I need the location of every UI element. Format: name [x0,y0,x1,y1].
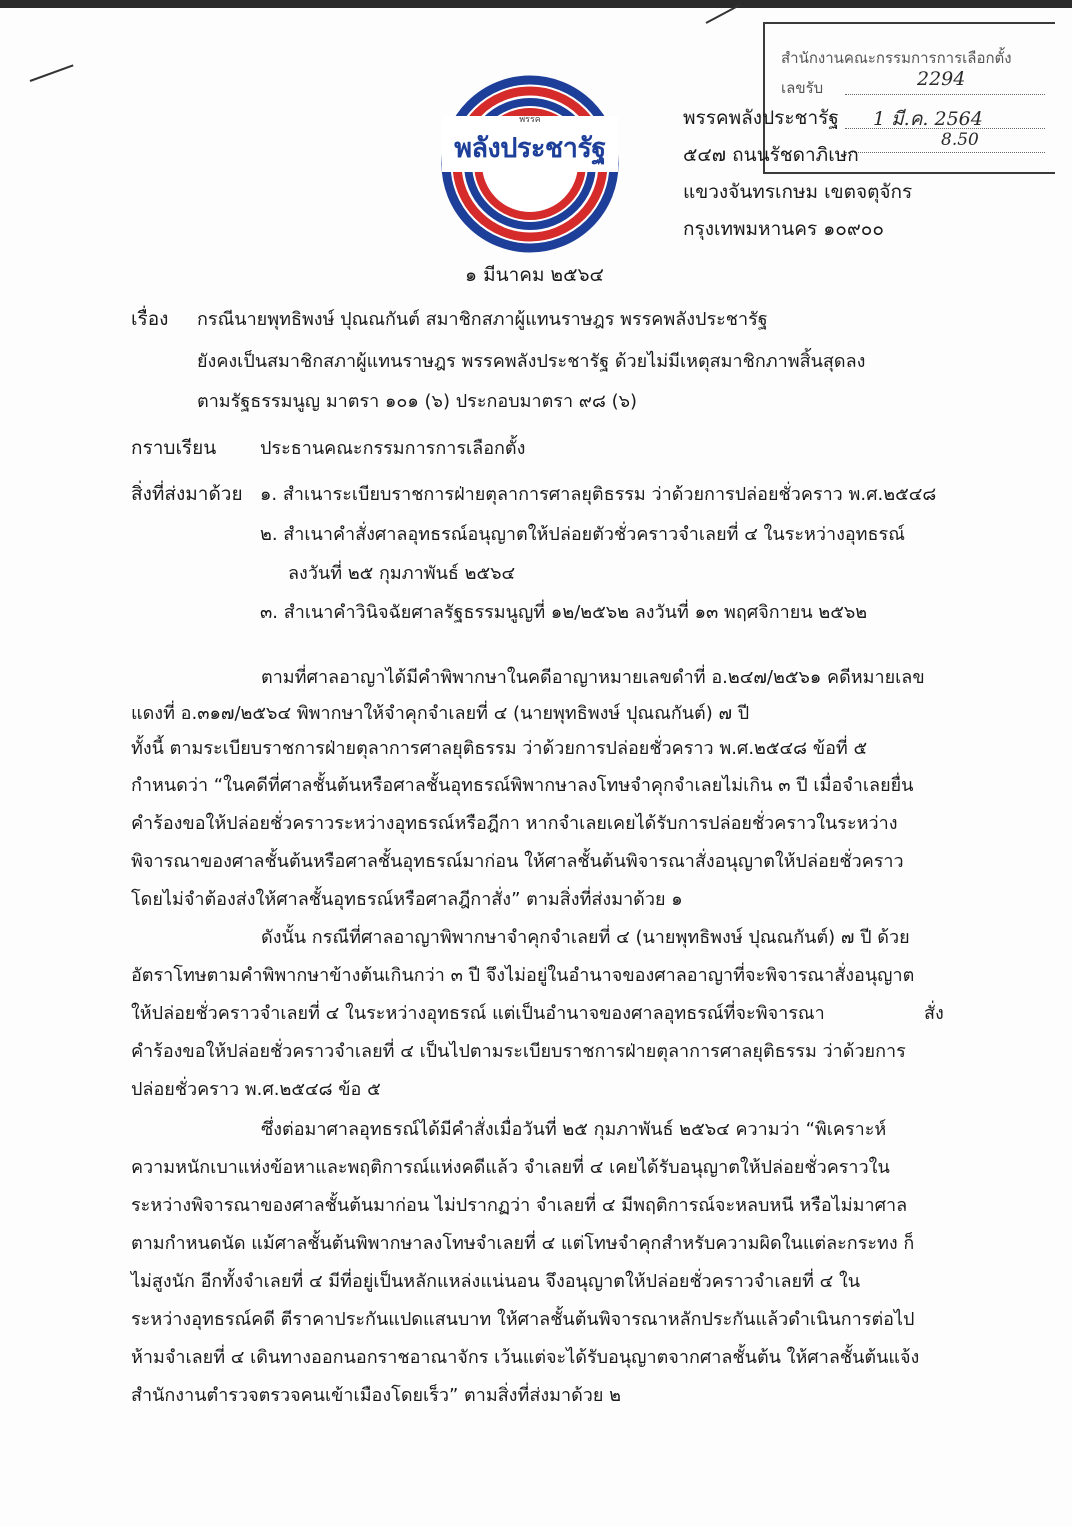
body-line: ตามกำหนดนัด แม้ศาลชั้นต้นพิพากษาลงโทษจำเลยที่ ๔ แต่โทษจำคุกสำหรับความผิดในแต่ละกระทง ก็ [131,1233,915,1254]
body-line: ซึ่งต่อมาศาลอุทธรณ์ได้มีคำสั่งเมื่อวันที่ ๒๕ กุมภาพันธ์ ๒๕๖๔ ความว่า “พิเคราะห์ [261,1119,887,1140]
body-line: สั่ง [924,1003,944,1024]
subject-line: ตามรัฐธรรมนูญ มาตรา ๑๐๑ (๖) ประกอบมาตรา ๙๘ (๖) [197,391,638,412]
enclosure-item: ๒. สำเนาคำสั่งศาลอุทธรณ์อนุญาตให้ปล่อยตัวชั่วคราวจำเลยที่ ๔ ในระหว่างอุทธรณ์ [260,524,905,545]
sender-address-line: กรุงเทพมหานคร ๑๐๙๐๐ [683,218,884,240]
enclosures-label: สิ่งที่ส่งมาด้วย [131,483,243,505]
body-line: ดังนั้น กรณีที่ศาลอาญาพิพากษาจำคุกจำเลยที่ ๔ (นายพุทธิพงษ์ ปุณณกันต์) ๗ ปี ด้วย [261,927,910,948]
subject-line: กรณีนายพุทธิพงษ์ ปุณณกันต์ สมาชิกสภาผู้แทนราษฎร พรรคพลังประชารัฐ [197,309,768,330]
body-line: ตามที่ศาลอาญาได้มีคำพิพากษาในคดีอาญาหมายเลขดำที่ อ.๒๔๗/๒๕๖๑ คดีหมายเลข [261,667,925,688]
stamp-header: สำนักงานคณะกรรมการการเลือกตั้ง [781,49,1012,67]
body-line: ความหนักเบาแห่งข้อหาและพฤติการณ์แห่งคดีแล้ว จำเลยที่ ๔ เคยได้รับอนุญาตให้ปล่อยชั่วคราวใน [131,1157,890,1178]
body-line: พิจารณาของศาลชั้นต้นหรือศาลชั้นอุทธรณ์มาก่อน ให้ศาลชั้นต้นพิจารณาสั่งอนุญาตให้ปล่อยชั่วคราว [131,851,904,872]
body-line: ปล่อยชั่วคราว พ.ศ.๒๕๔๘ ข้อ ๕ [131,1079,381,1100]
body-line: ระหว่างอุทธรณ์คดี ตีราคาประกันแปดแสนบาท ให้ศาลชั้นต้นพิจารณาหลักประกันแล้วดำเนินการต่อไป [131,1309,915,1330]
logo-small-text: พรรค [519,115,541,125]
body-line: ไม่สูงนัก อีกทั้งจำเลยที่ ๔ มีที่อยู่เป็นหลักแหล่งแน่นอน จึงอนุญาตให้ปล่อยชั่วคราวจำเลยที่ ๔ ใน [131,1271,861,1292]
salutation-label: กราบเรียน [131,437,217,459]
salutation-recipient: ประธานคณะกรรมการการเลือกตั้ง [260,438,526,459]
subject-label: เรื่อง [131,308,169,330]
enclosure-item: ๑. สำเนาระเบียบราชการฝ่ายตุลาการศาลยุติธรรม ว่าด้วยการปล่อยชั่วคราว พ.ศ.๒๕๔๘ [260,484,937,505]
document-page [0,8,1072,1527]
stamp-receipt-number: 2294 [917,68,966,90]
body-line: คำร้องขอให้ปล่อยชั่วคราวจำเลยที่ ๔ เป็นไปตามระเบียบราชการฝ่ายตุลาการศาลยุติธรรม ว่าด้วยการ [131,1041,906,1062]
body-line: ระหว่างพิจารณาของศาลชั้นต้นมาก่อน ไม่ปรากฏว่า จำเลยที่ ๔ มีพฤติการณ์จะหลบหนี หรือไม่มาศาล [131,1195,908,1216]
enclosure-item: ลงวันที่ ๒๕ กุมภาพันธ์ ๒๕๖๔ [288,563,516,584]
enclosure-item: ๓. สำเนาคำวินิจฉัยศาลรัฐธรรมนูญที่ ๑๒/๒๕๖๒ ลงวันที่ ๑๓ พฤศจิกายน ๒๕๖๒ [260,602,868,623]
sender-address [683,100,912,248]
body-line: กำหนดว่า “ในคดีที่ศาลชั้นต้นหรือศาลชั้นอุทธรณ์พิพากษาลงโทษจำคุกจำเลยไม่เกิน ๓ ปี เมื่อจำเลยยื่น [131,775,914,796]
letter-date: ๑ มีนาคม ๒๕๖๔ [465,264,604,286]
body-line: ทั้งนี้ ตามระเบียบราชการฝ่ายตุลาการศาลยุติธรรม ว่าด้วยการปล่อยชั่วคราว พ.ศ.๒๕๔๘ ข้อที่ ๕ [131,738,868,759]
sender-address-line: ๕๔๗ ถนนรัชดาภิเษก [683,144,859,166]
logo-party-name: พลังประชารัฐ [454,133,606,164]
stamp-receipt-label: เลขรับ [781,79,824,97]
pen-mark [706,4,740,24]
body-line: คำร้องขอให้ปล่อยชั่วคราวระหว่างอุทธรณ์หรือฎีกา หากจำเลยเคยได้รับการปล่อยชั่วคราวในระหว่าง [131,813,898,834]
stamp-date: 1 มี.ค. 2564 [873,108,983,130]
pen-mark [30,64,74,82]
body-line: ห้ามจำเลยที่ ๔ เดินทางออกนอกราชอาณาจักร เว้นแต่จะได้รับอนุญาตจากศาลชั้นต้น ให้ศาลชั้นต้นแจ้ง [131,1347,920,1368]
party-logo [440,74,620,254]
body-line: แดงที่ อ.๓๑๗/๒๕๖๔ พิพากษาให้จำคุกจำเลยที่ ๔ (นายพุทธิพงษ์ ปุณณกันต์) ๗ ปี [131,703,750,724]
sender-address-line: แขวงจันทรเกษม เขตจตุจักร [683,181,913,203]
sender-name: พรรคพลังประชารัฐ [683,107,839,129]
body-line: ให้ปล่อยชั่วคราวจำเลยที่ ๔ ในระหว่างอุทธรณ์ แต่เป็นอำนาจของศาลอุทธรณ์ที่จะพิจารณา [131,1003,825,1024]
body-line: โดยไม่จำต้องส่งให้ศาลชั้นอุทธรณ์หรือศาลฎีกาสั่ง” ตามสิ่งที่ส่งมาด้วย ๑ [131,889,683,910]
body-line: อัตราโทษตามคำพิพากษาข้างต้นเกินกว่า ๓ ปี จึงไม่อยู่ในอำนาจของศาลอาญาที่จะพิจารณาสั่งอนุญาต [131,965,915,986]
stamp-time: 8.50 [941,130,979,150]
subject-line: ยังคงเป็นสมาชิกสภาผู้แทนราษฎร พรรคพลังประชารัฐ ด้วยไม่มีเหตุสมาชิกภาพสิ้นสุดลง [197,351,866,372]
body-line: สำนักงานตำรวจตรวจคนเข้าเมืองโดยเร็ว” ตามสิ่งที่ส่งมาด้วย ๒ [131,1385,622,1406]
scan-top-edge [0,0,1072,8]
